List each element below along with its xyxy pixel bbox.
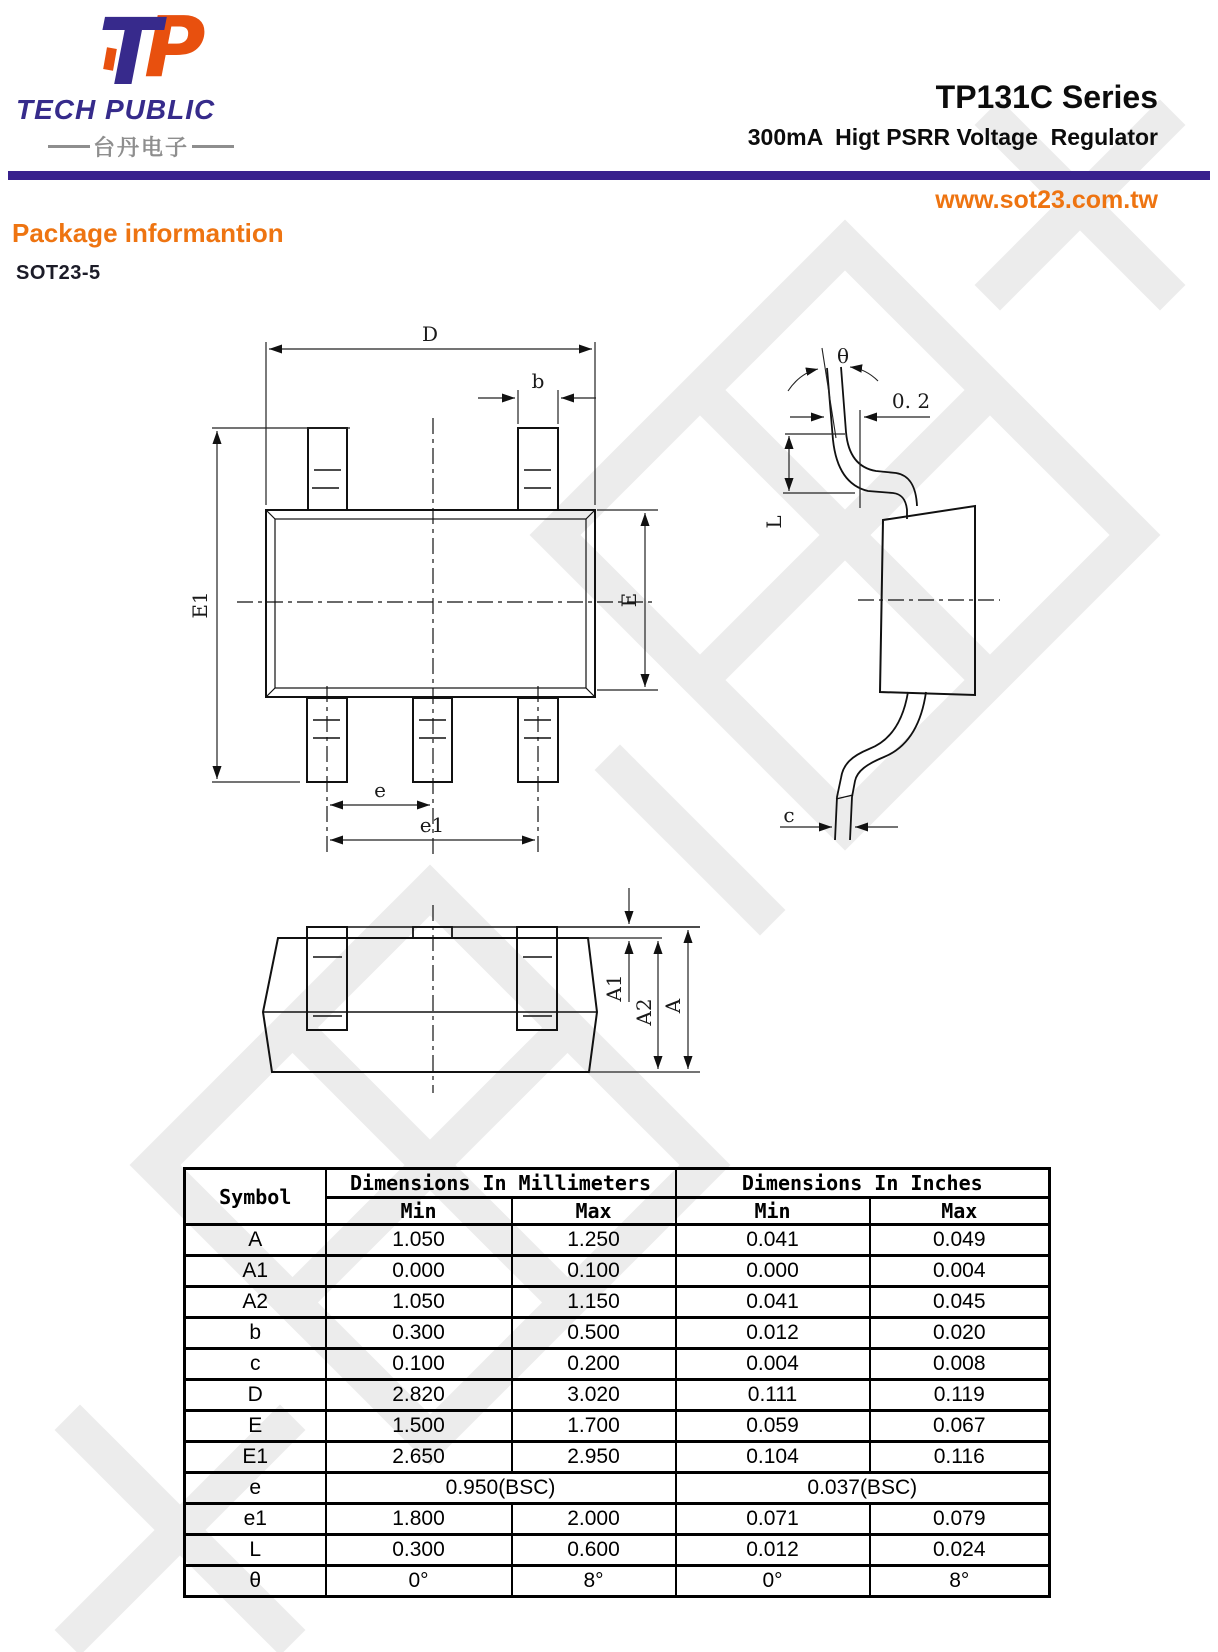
value-cell: 2.650 [326,1442,512,1473]
package-name: SOT23-5 [16,262,101,284]
value-cell: 0° [326,1566,512,1597]
value-cell: 0.004 [870,1256,1050,1287]
value-cell: 1.500 [326,1411,512,1442]
value-cell: 0.119 [870,1380,1050,1411]
dim-label-D: D [421,322,439,346]
value-cell: 0.200 [512,1349,676,1380]
col-header-in-min: Min [676,1198,870,1225]
value-cell: 0.041 [676,1287,870,1318]
table-row [185,1442,1050,1473]
table-row [185,1349,1050,1380]
cn-left-dash [48,145,90,148]
value-cell: 0.041 [676,1225,870,1256]
col-header-mm-min: Min [326,1198,512,1225]
logo-letter-t: T [98,4,161,99]
table-row [185,1473,1050,1504]
symbol-cell: e [185,1473,326,1504]
value-cell: 1.800 [326,1504,512,1535]
value-cell: 0° [676,1566,870,1597]
dim-label-lead-offset: 0. 2 [891,389,931,413]
symbol-cell: E [185,1411,326,1442]
value-cell: 0.300 [326,1535,512,1566]
symbol-cell: D [185,1380,326,1411]
header-right [748,80,1158,151]
series-title: TP131C Series [935,79,1158,115]
dim-label-c: c [783,803,795,827]
value-cell: 1.700 [512,1411,676,1442]
top-view [188,322,658,855]
table-row [185,1287,1050,1318]
value-cell: 0.079 [870,1504,1050,1535]
value-cell: 0.004 [676,1349,870,1380]
value-cell: 2.950 [512,1442,676,1473]
dim-label-A: A [661,998,685,1014]
logo-letter-p: P [144,4,206,96]
dim-label-E1: E1 [188,591,212,619]
symbol-cell: e1 [185,1504,326,1535]
company-logo-icon [86,4,246,99]
value-cell: 0.000 [326,1256,512,1287]
table-row [185,1535,1050,1566]
value-cell: 0.111 [676,1380,870,1411]
symbol-cell: A [185,1225,326,1256]
col-header-inch-group: Dimensions In Inches [676,1169,1050,1198]
col-header-mm-group: Dimensions In Millimeters [326,1169,676,1198]
value-cell: 1.050 [326,1225,512,1256]
value-cell: 3.020 [512,1380,676,1411]
value-cell: 0.100 [512,1256,676,1287]
cn-text: 台丹电子 [92,135,189,160]
header-divider [8,171,1210,180]
dim-label-e1: e1 [419,813,445,837]
value-cell: 1.250 [512,1225,676,1256]
dim-label-A1: A1 [602,974,626,1002]
website-link[interactable]: www.sot23.com.tw [935,186,1158,214]
value-cell: 1.150 [512,1287,676,1318]
dim-label-E: E [617,592,641,608]
front-view [263,888,700,1093]
cn-right-dash [192,145,234,148]
value-cell: 8° [512,1566,676,1597]
table-row [185,1256,1050,1287]
value-cell: 0.071 [676,1504,870,1535]
product-subtitle: 300mA Higt PSRR Voltage Regulator [747,124,1158,151]
col-header-mm-max: Max [512,1198,676,1225]
dim-label-b: b [531,369,545,393]
value-cell: 0.600 [512,1535,676,1566]
company-name: TECH PUBLIC [16,94,216,125]
value-cell: 0.045 [870,1287,1050,1318]
value-cell: 0.024 [870,1535,1050,1566]
value-cell-span: 0.037(BSC) [676,1473,1050,1504]
value-cell: 0.008 [870,1349,1050,1380]
dim-label-L: L [762,515,786,529]
col-header-symbol: Symbol [185,1169,326,1225]
table-row [185,1225,1050,1256]
table-row [185,1504,1050,1535]
table-row [185,1318,1050,1349]
company-name-chinese [36,131,246,162]
dimensions-table [183,1167,1051,1598]
dim-label-e: e [374,778,386,802]
value-cell: 0.059 [676,1411,870,1442]
dim-label-theta: θ [836,344,850,368]
value-cell: 2.000 [512,1504,676,1535]
value-cell: 0.012 [676,1318,870,1349]
value-cell: 8° [870,1566,1050,1597]
symbol-cell: A2 [185,1287,326,1318]
value-cell: 0.104 [676,1442,870,1473]
section-title: Package informantion [12,218,284,248]
symbol-cell: c [185,1349,326,1380]
value-cell: 0.300 [326,1318,512,1349]
value-cell-span: 0.950(BSC) [326,1473,676,1504]
value-cell: 1.050 [326,1287,512,1318]
symbol-cell: θ [185,1566,326,1597]
symbol-cell: b [185,1318,326,1349]
value-cell: 0.500 [512,1318,676,1349]
table-row [185,1380,1050,1411]
value-cell: 0.100 [326,1349,512,1380]
value-cell: 0.067 [870,1411,1050,1442]
col-header-in-max: Max [870,1198,1050,1225]
side-view [762,344,1000,840]
table-row [185,1566,1050,1597]
value-cell: 0.116 [870,1442,1050,1473]
value-cell: 0.020 [870,1318,1050,1349]
value-cell: 0.012 [676,1535,870,1566]
value-cell: 0.049 [870,1225,1050,1256]
value-cell: 2.820 [326,1380,512,1411]
dim-label-A2: A2 [632,998,656,1026]
table-row [185,1411,1050,1442]
symbol-cell: L [185,1535,326,1566]
value-cell: 0.000 [676,1256,870,1287]
symbol-cell: E1 [185,1442,326,1473]
symbol-cell: A1 [185,1256,326,1287]
table-header-row-groups [185,1169,1050,1198]
